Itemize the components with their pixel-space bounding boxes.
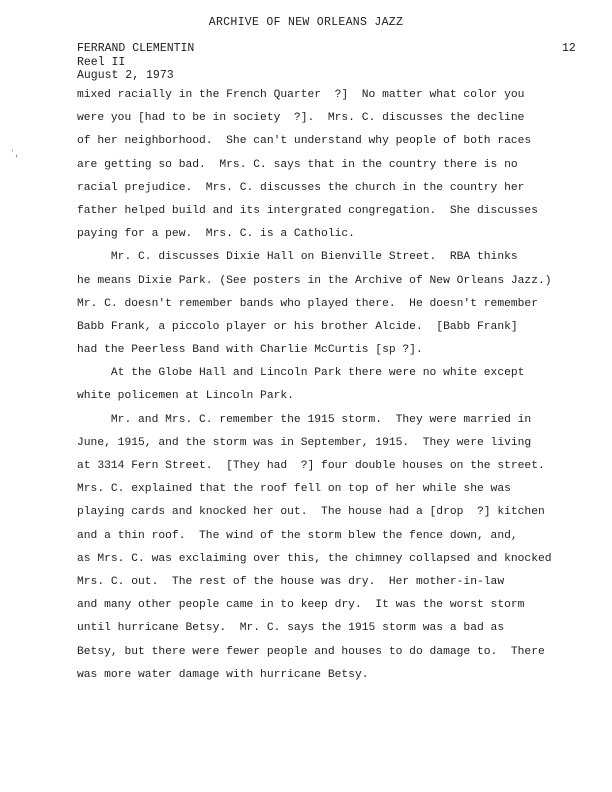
- transcript-body: [77, 84, 577, 687]
- transcript-line: playing cards and knocked her out. The house had a [drop ?] kitchen: [77, 506, 545, 519]
- interview-meta: [77, 42, 194, 83]
- transcript-line: paying for a pew. Mrs. C. is a Catholic.: [77, 228, 355, 241]
- transcript-line: Mr. C. doesn't remember bands who played there. He doesn't remember: [77, 297, 538, 310]
- transcript-line: until hurricane Betsy. Mr. C. says the 1915 storm was a bad as: [77, 622, 505, 635]
- transcript-line: at 3314 Fern Street. [They had ?] four double houses on the street.: [77, 460, 545, 472]
- transcript-line: June, 1915, and the storm was in September, 1915. They were living: [77, 436, 532, 449]
- transcript-line: racial prejudice. Mrs. C. discusses the church in the country her: [77, 181, 525, 194]
- interview-date: August 2, 1973: [77, 69, 174, 82]
- transcript-line: Mrs. C. explained that the roof fell on top of her while she was: [77, 483, 511, 496]
- transcript-line: and many other people came in to keep dry. It was the worst storm: [77, 599, 525, 612]
- transcript-line: Babb Frank, a piccolo player or his brother Alcide. [Babb Frank]: [77, 320, 518, 333]
- transcript-line: had the Peerless Band with Charlie McCurtis [sp ?].: [77, 344, 423, 357]
- transcript-line: were you [had to be in society ?]. Mrs. C. discusses the decline: [77, 112, 525, 125]
- transcript-line: he means Dixie Park. (See posters in the Archive of New Orleans Jazz.): [77, 274, 552, 287]
- transcript-line: of her neighborhood. She can't understand why people of both races: [77, 135, 532, 148]
- page-number: 12: [562, 42, 576, 55]
- transcript-line: Mr. C. discusses Dixie Hall on Bienville Street. RBA thinks: [77, 251, 518, 264]
- transcript-line: father helped build and its intergrated congregation. She discusses: [77, 204, 538, 217]
- transcript-line: white policemen at Lincoln Park.: [77, 390, 294, 403]
- transcript-line: and a thin roof. The wind of the storm blew the fence down, and,: [77, 529, 518, 542]
- transcript-line: are getting so bad. Mrs. C. says that in the country there is no: [77, 158, 518, 171]
- transcript-line: Mrs. C. out. The rest of the house was dry. Her mother-in-law: [77, 575, 505, 588]
- transcript-line: was more water damage with hurricane Betsy.: [77, 668, 369, 681]
- transcript-line: mixed racially in the French Quarter ?] No matter what color you: [77, 89, 525, 101]
- stray-mark: ʼ,: [10, 150, 20, 159]
- archive-title: ARCHIVE OF NEW ORLEANS JAZZ: [208, 16, 404, 29]
- transcript-line: Betsy, but there were fewer people and houses to do damage to. There: [77, 645, 545, 658]
- transcript-line: as Mrs. C. was exclaiming over this, the chimney collapsed and knocked: [77, 552, 552, 565]
- interviewee-name: FERRAND CLEMENTIN: [77, 42, 195, 55]
- transcript-line: At the Globe Hall and Lincoln Park there were no white except: [77, 367, 525, 380]
- reel-number: Reel II: [77, 55, 126, 69]
- transcript-line: Mr. and Mrs. C. remember the 1915 storm. They were married in: [77, 413, 532, 426]
